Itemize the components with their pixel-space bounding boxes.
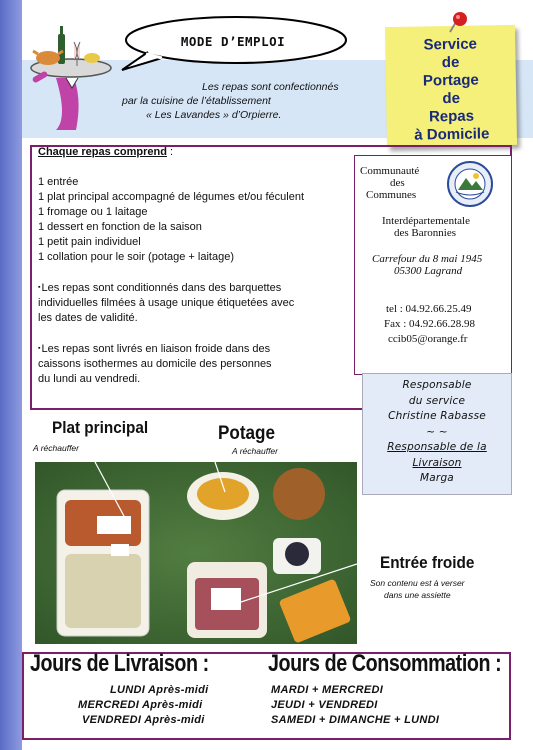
note-line: individuelles filmées à usage unique étiquetées avec	[38, 297, 295, 309]
note-line: ▪ Les repas sont conditionnés dans des barquettes	[38, 280, 338, 296]
meal-item: 1 collation pour le soir (potage + laitage)	[38, 251, 234, 263]
pushpin-icon	[446, 10, 470, 34]
meal-heading: Chaque repas comprend	[38, 146, 167, 158]
org-sub-line: des Baronnies	[394, 227, 457, 239]
org-line: Communes	[366, 189, 417, 201]
org-line: Communauté	[360, 165, 420, 177]
entree-froide-note: Son contenu est à verser	[370, 578, 465, 588]
note-line: du lundi au vendredi.	[38, 373, 141, 385]
fax-number: Fax : 04.92.66.28.98	[384, 318, 476, 330]
meal-item: 1 petit pain individuel	[38, 236, 141, 248]
intro-text	[110, 80, 380, 122]
livraison-day: LUNDI Après-midi	[110, 684, 209, 696]
delivery-resp-line: Responsable de la	[387, 441, 487, 453]
livraison-day: MERCREDI Après-midi	[78, 699, 203, 711]
delivery-resp-line: Livraison	[412, 456, 462, 469]
meal-item: 1 plat principal accompagné de légumes et/ou féculent	[38, 191, 305, 203]
intro-line: Les repas sont confectionnés	[202, 81, 339, 93]
meal-item: 1 dessert en fonction de la saison	[38, 221, 202, 233]
meal-trays-photo	[35, 462, 357, 644]
left-decor-strip	[0, 0, 22, 750]
bubble-title: MODE D’EMPLOI	[180, 34, 286, 49]
meal-item: 1 fromage ou 1 laitage	[38, 206, 148, 218]
plat-principal-note: A réchauffer	[33, 443, 79, 453]
org-sub-line: Interdépartementale	[382, 215, 470, 227]
email-link[interactable]: ccib05@orange.fr	[388, 333, 468, 345]
sticky-line: Portage	[422, 71, 479, 90]
plat-principal-label: Plat principal	[52, 418, 149, 437]
meal-heading-suffix: :	[166, 146, 174, 158]
service-sticky-note	[385, 25, 517, 147]
livraison-title: Jours de Livraison :	[30, 650, 209, 677]
sticky-line: de	[441, 53, 460, 72]
note-line: ▪ Les repas sont livrés en liaison froide dans des	[38, 341, 338, 357]
livraison-day: VENDREDI Après-midi	[82, 714, 205, 726]
resp-separator: ~ ~	[426, 425, 448, 438]
waiter-clipart-icon	[26, 20, 116, 130]
resp-line: du service	[408, 394, 466, 407]
meal-content	[38, 145, 338, 387]
intro-line: « Les Lavandes » d’Orpierre.	[146, 109, 282, 121]
potage-note: A réchauffer	[232, 446, 278, 456]
note-line: les dates de validité.	[38, 312, 138, 324]
resp-line: Responsable	[402, 379, 472, 391]
responsible-info	[362, 378, 512, 487]
consommation-day: MARDI + MERCREDI	[271, 684, 384, 696]
consommation-day: JEUDI + VENDREDI	[271, 699, 378, 711]
address-line: Carrefour du 8 mai 1945	[372, 253, 483, 265]
sticky-line: à Domicile	[414, 125, 490, 144]
contact-info	[354, 165, 514, 345]
address-line: 05300 Lagrand	[394, 265, 463, 277]
entree-froide-note: dans une assiette	[384, 590, 451, 600]
sticky-line: Repas	[428, 107, 475, 126]
org-line: des	[390, 177, 405, 189]
sticky-line: Service	[423, 35, 478, 54]
consommation-day: SAMEDI + DIMANCHE + LUNDI	[271, 714, 440, 726]
delivery-resp-name: Marga	[420, 472, 454, 484]
consommation-title: Jours de Consommation :	[268, 650, 502, 677]
phone-number: tel : 04.92.66.25.49	[386, 303, 472, 315]
meal-item: 1 entrée	[38, 176, 79, 188]
note-line: caissons isothermes au domicile des personnes	[38, 358, 272, 370]
intro-line: par la cuisine de l’établissement	[122, 95, 271, 107]
entree-froide-label: Entrée froide	[380, 553, 475, 572]
potage-label: Potage	[218, 423, 276, 444]
resp-name: Christine Rabasse	[388, 410, 486, 422]
sticky-line: de	[442, 89, 461, 108]
